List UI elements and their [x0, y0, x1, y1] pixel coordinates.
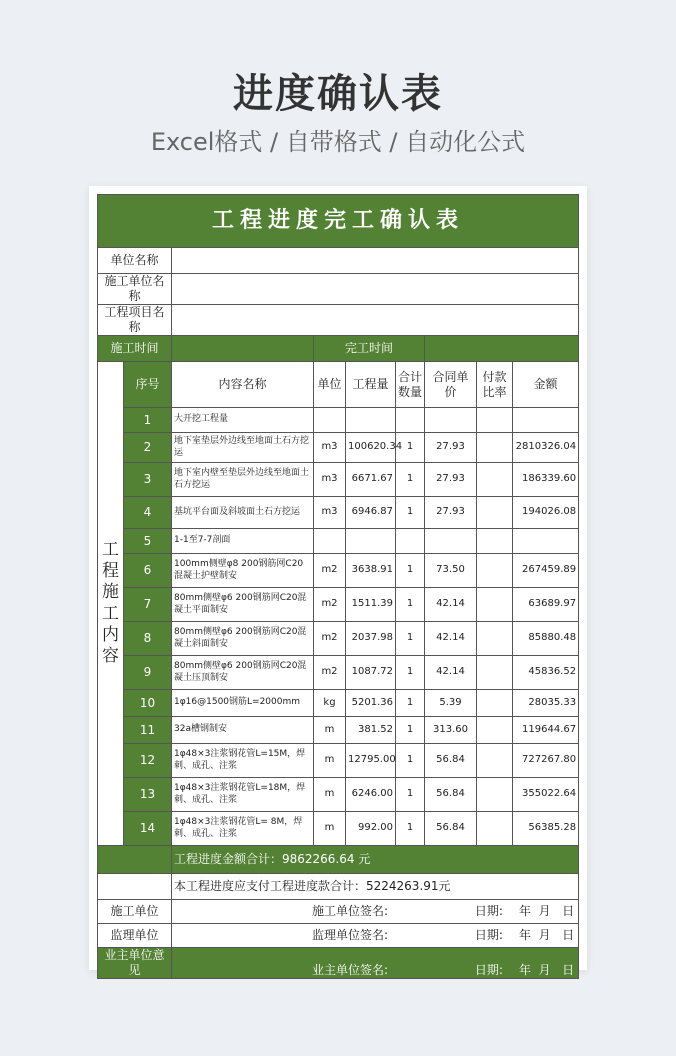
row-price[interactable]: 56.84 — [425, 744, 477, 778]
col-header-seq: 序号 — [124, 362, 172, 408]
row-ratio[interactable] — [477, 497, 513, 529]
row-qty[interactable]: 6246.00 — [346, 778, 396, 812]
row-price[interactable]: 56.84 — [425, 812, 477, 846]
row-seq: 1 — [124, 408, 172, 433]
row-content[interactable]: 1φ48×3注浆钢花管L=15M，焊刺、成孔、注浆 — [172, 744, 314, 778]
row-price[interactable]: 313.60 — [425, 717, 477, 744]
row-count[interactable] — [396, 408, 425, 433]
table-row — [98, 554, 579, 588]
row-unit[interactable]: m3 — [314, 463, 346, 497]
row-ratio[interactable] — [477, 812, 513, 846]
row-seq: 2 — [124, 433, 172, 463]
row-count[interactable]: 1 — [396, 433, 425, 463]
payable-amount: 本工程进度应支付工程进度款合计：5224263.91元 — [172, 874, 579, 900]
row-seq: 12 — [124, 744, 172, 778]
side-label-construction-content: 工 程 施 工 内 容 — [98, 362, 124, 846]
table-row — [98, 717, 579, 744]
row-unit[interactable]: m2 — [314, 554, 346, 588]
row-qty[interactable]: 992.00 — [346, 812, 396, 846]
row-count[interactable]: 1 — [396, 717, 425, 744]
row-amount[interactable]: 186339.60 — [513, 463, 579, 497]
row-amount[interactable]: 63689.97 — [513, 588, 579, 622]
row-ratio[interactable] — [477, 656, 513, 690]
col-header-price: 合同单价 — [425, 362, 477, 408]
row-content[interactable]: 80mm侧壁φ6 200钢筋网C20混凝土平面制安 — [172, 588, 314, 622]
row-unit[interactable]: m — [314, 778, 346, 812]
row-qty[interactable]: 381.52 — [346, 717, 396, 744]
row-count[interactable]: 1 — [396, 554, 425, 588]
row-seq: 7 — [124, 588, 172, 622]
row-qty[interactable]: 6671.67 — [346, 463, 396, 497]
col-header-qty: 工程量 — [346, 362, 396, 408]
row-count[interactable]: 1 — [396, 622, 425, 656]
table-row — [98, 529, 579, 554]
row-content[interactable]: 地下室垫层外边线至地面土石方挖运 — [172, 433, 314, 463]
col-header-amount: 金额 — [513, 362, 579, 408]
row-ratio[interactable] — [477, 744, 513, 778]
row-amount[interactable] — [513, 529, 579, 554]
row-qty[interactable]: 2037.98 — [346, 622, 396, 656]
row-count[interactable]: 1 — [396, 812, 425, 846]
info-label-contractor: 施工单位名称 — [98, 274, 172, 305]
row-count[interactable]: 1 — [396, 778, 425, 812]
row-seq: 13 — [124, 778, 172, 812]
row-unit[interactable]: m3 — [314, 433, 346, 463]
start-time-label: 施工时间 — [98, 336, 172, 362]
table-row — [98, 497, 579, 529]
total-spacer — [98, 846, 172, 874]
row-ratio[interactable] — [477, 529, 513, 554]
col-header-count: 合计 数量 — [396, 362, 425, 408]
row-price[interactable] — [425, 529, 477, 554]
info-value-unit-name[interactable] — [172, 248, 579, 274]
total-amount: 工程进度金额合计：9862266.64 元 — [172, 846, 579, 874]
row-count[interactable]: 1 — [396, 463, 425, 497]
row-qty[interactable]: 5201.36 — [346, 690, 396, 717]
row-content[interactable]: 80mm侧壁φ6 200钢筋网C20混凝土压顶制安 — [172, 656, 314, 690]
row-price[interactable]: 27.93 — [425, 463, 477, 497]
sign-role-owner: 业主单位意见 — [98, 948, 172, 979]
row-price[interactable]: 73.50 — [425, 554, 477, 588]
row-content[interactable]: 80mm侧壁φ6 200钢筋网C20混凝土斜面制安 — [172, 622, 314, 656]
row-count[interactable]: 1 — [396, 744, 425, 778]
row-amount[interactable] — [513, 408, 579, 433]
row-ratio[interactable] — [477, 778, 513, 812]
row-count[interactable]: 1 — [396, 497, 425, 529]
end-time-value[interactable] — [425, 336, 579, 362]
sheet-title: 工程进度完工确认表 — [98, 195, 579, 248]
row-amount[interactable]: 28035.33 — [513, 690, 579, 717]
row-content[interactable]: 32a槽钢制安 — [172, 717, 314, 744]
start-time-value[interactable] — [172, 336, 314, 362]
table-row — [98, 812, 579, 846]
row-unit[interactable]: kg — [314, 690, 346, 717]
row-ratio[interactable] — [477, 433, 513, 463]
table-row — [98, 690, 579, 717]
col-header-ratio: 付款 比率 — [477, 362, 513, 408]
row-unit[interactable]: m2 — [314, 588, 346, 622]
page-title: 进度确认表 — [233, 71, 443, 117]
row-count[interactable]: 1 — [396, 690, 425, 717]
row-qty[interactable]: 1511.39 — [346, 588, 396, 622]
sign-role-supervisor: 监理单位 — [98, 924, 172, 948]
row-price[interactable]: 56.84 — [425, 778, 477, 812]
row-price[interactable]: 42.14 — [425, 622, 477, 656]
row-amount[interactable]: 56385.28 — [513, 812, 579, 846]
row-amount[interactable]: 194026.08 — [513, 497, 579, 529]
row-unit[interactable] — [314, 408, 346, 433]
row-content[interactable]: 100mm侧壁φ8 200钢筋网C20混凝土护壁制安 — [172, 554, 314, 588]
row-amount[interactable]: 267459.89 — [513, 554, 579, 588]
row-price[interactable]: 27.93 — [425, 433, 477, 463]
row-qty[interactable]: 3638.91 — [346, 554, 396, 588]
row-ratio[interactable] — [477, 717, 513, 744]
row-seq: 6 — [124, 554, 172, 588]
row-unit[interactable]: m — [314, 812, 346, 846]
row-price[interactable]: 42.14 — [425, 656, 477, 690]
progress-table — [97, 194, 579, 979]
row-qty[interactable]: 6946.87 — [346, 497, 396, 529]
info-value-project[interactable] — [172, 305, 579, 336]
table-row — [98, 744, 579, 778]
row-seq: 4 — [124, 497, 172, 529]
end-time-label: 完工时间 — [314, 336, 425, 362]
table-row — [98, 588, 579, 622]
row-count[interactable]: 1 — [396, 588, 425, 622]
info-value-contractor[interactable] — [172, 274, 579, 305]
row-count[interactable] — [396, 529, 425, 554]
row-ratio[interactable] — [477, 690, 513, 717]
row-count[interactable]: 1 — [396, 656, 425, 690]
sign-row-owner[interactable]: 业主单位签名: 日期: 年 月 日 — [172, 948, 579, 979]
row-content[interactable]: 1φ48×3注浆钢花管L= 8M，焊刺、成孔、注浆 — [172, 812, 314, 846]
row-ratio[interactable] — [477, 588, 513, 622]
row-qty[interactable]: 1087.72 — [346, 656, 396, 690]
row-unit[interactable]: m2 — [314, 656, 346, 690]
row-price[interactable] — [425, 408, 477, 433]
row-amount[interactable]: 119644.67 — [513, 717, 579, 744]
row-price[interactable]: 5.39 — [425, 690, 477, 717]
spreadsheet-paper — [89, 186, 587, 977]
col-header-unit: 单位 — [314, 362, 346, 408]
row-seq: 11 — [124, 717, 172, 744]
row-qty[interactable] — [346, 529, 396, 554]
table-row — [98, 408, 579, 433]
row-content[interactable]: 大开挖工程量 — [172, 408, 314, 433]
row-content[interactable]: 1φ48×3注浆钢花管L=18M，焊刺、成孔、注浆 — [172, 778, 314, 812]
sign-row-supervisor[interactable]: 监理单位签名: 日期: 年 月 日 — [172, 924, 579, 948]
row-seq: 5 — [124, 529, 172, 554]
row-ratio[interactable] — [477, 554, 513, 588]
row-content[interactable]: 基坑平台面及斜坡面土石方挖运 — [172, 497, 314, 529]
row-ratio[interactable] — [477, 622, 513, 656]
row-qty[interactable]: 12795.00 — [346, 744, 396, 778]
row-seq: 8 — [124, 622, 172, 656]
row-amount[interactable]: 727267.80 — [513, 744, 579, 778]
payable-spacer — [98, 874, 172, 900]
row-unit[interactable]: m — [314, 717, 346, 744]
row-content[interactable]: 地下室内壁至垫层外边线至地面土石方挖运 — [172, 463, 314, 497]
row-seq: 9 — [124, 656, 172, 690]
row-unit[interactable]: m2 — [314, 622, 346, 656]
row-unit[interactable]: m3 — [314, 497, 346, 529]
info-label-project: 工程项目名称 — [98, 305, 172, 336]
table-row — [98, 622, 579, 656]
row-amount[interactable]: 85880.48 — [513, 622, 579, 656]
row-amount[interactable]: 2810326.04 — [513, 433, 579, 463]
row-ratio[interactable] — [477, 408, 513, 433]
page-subtitle: Excel格式 / 自带格式 / 自动化公式 — [150, 128, 526, 156]
row-price[interactable]: 42.14 — [425, 588, 477, 622]
table-row — [98, 656, 579, 690]
table-row — [98, 778, 579, 812]
row-seq: 14 — [124, 812, 172, 846]
sign-row-contractor[interactable]: 施工单位签名: 日期: 年 月 日 — [172, 900, 579, 924]
row-amount[interactable]: 355022.64 — [513, 778, 579, 812]
row-unit[interactable] — [314, 529, 346, 554]
row-seq: 10 — [124, 690, 172, 717]
row-qty[interactable] — [346, 408, 396, 433]
info-label-unit-name: 单位名称 — [98, 248, 172, 274]
row-unit[interactable]: m — [314, 744, 346, 778]
row-price[interactable]: 27.93 — [425, 497, 477, 529]
sign-role-contractor: 施工单位 — [98, 900, 172, 924]
row-content[interactable]: 1-1至7-7剖面 — [172, 529, 314, 554]
col-header-content: 内容名称 — [172, 362, 314, 408]
table-row — [98, 463, 579, 497]
row-content[interactable]: 1φ16@1500钢筋L=2000mm — [172, 690, 314, 717]
table-row — [98, 433, 579, 463]
row-seq: 3 — [124, 463, 172, 497]
row-qty[interactable]: 100620.34 — [346, 433, 396, 463]
row-ratio[interactable] — [477, 463, 513, 497]
row-amount[interactable]: 45836.52 — [513, 656, 579, 690]
